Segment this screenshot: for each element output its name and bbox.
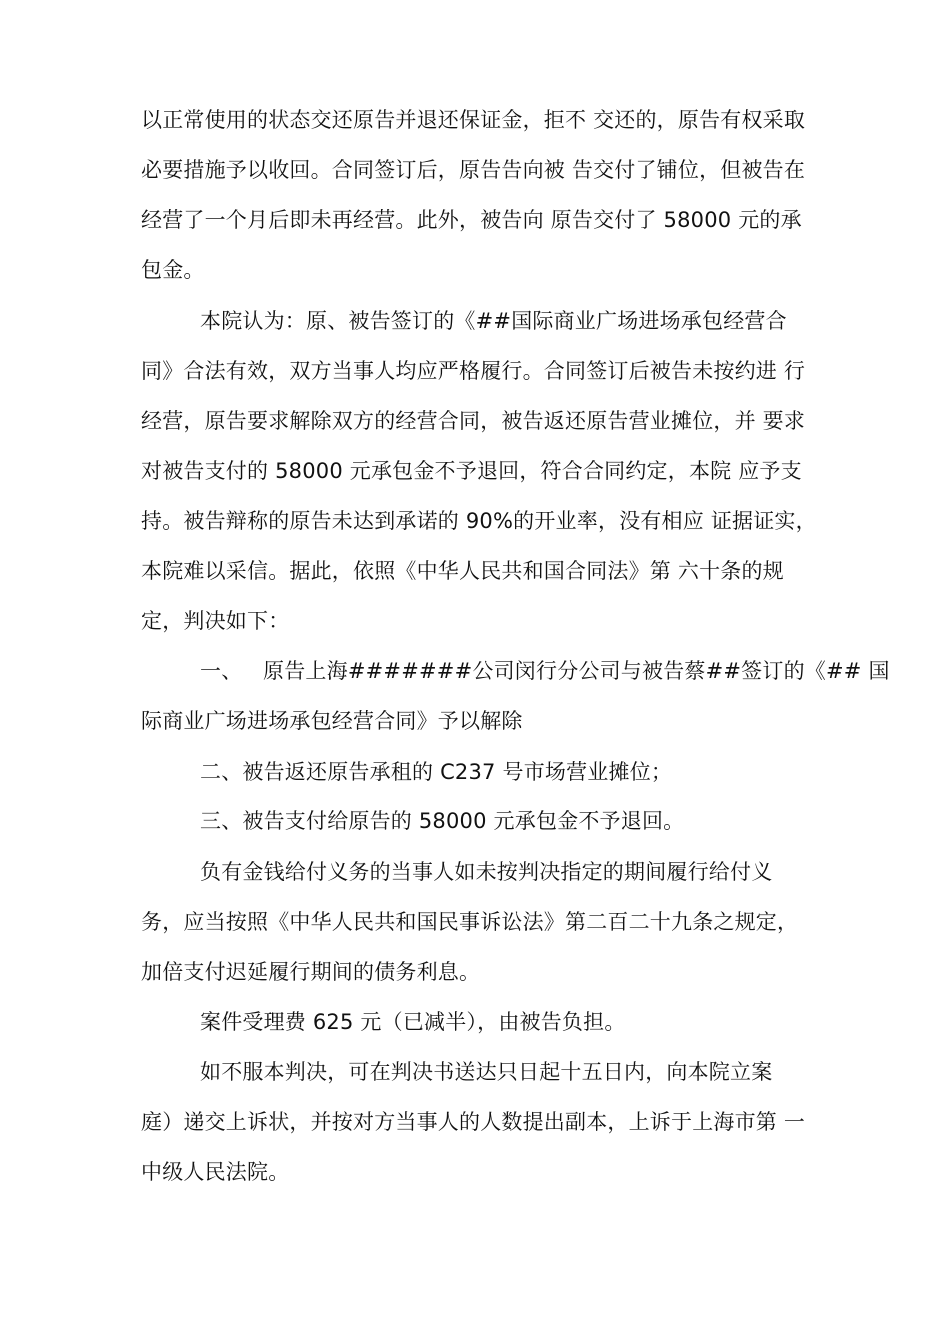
- text-line: 定，判决如下：: [141, 609, 290, 633]
- text-line: 经营，原告要求解除双方的经营合同，被告返还原告营业摊位，并 要求: [141, 409, 806, 433]
- judgment-item-1: 一、 原告上海#######公司闵行分公司与被告蔡##签订的《## 国: [200, 659, 890, 683]
- paragraph-start-line: 负有金钱给付义务的当事人如未按判决指定的期间履行给付义: [200, 860, 773, 884]
- text-line: 持。被告辩称的原告未达到承诺的 90%的开业率，没有相应 证据证实，: [141, 509, 817, 533]
- text-line: 加倍支付迟延履行期间的债务利息。: [141, 960, 481, 984]
- text-line: 对被告支付的 58000 元承包金不予退回，符合合同约定，本院 应予支: [141, 459, 802, 483]
- paragraph-start-line: 如不服本判决，可在判决书送达只日起十五日内，向本院立案: [200, 1060, 773, 1084]
- text-line: 经营了一个月后即未再经营。此外，被告向 原告交付了 58000 元的承: [141, 208, 802, 232]
- text-line: 必要措施予以收回。合同签订后，原告告向被 告交付了铺位，但被告在: [141, 158, 806, 182]
- text-line: 中级人民法院。: [141, 1160, 290, 1184]
- text-line: 同》合法有效，双方当事人均应严格履行。合同签订后被告未按约进 行: [141, 359, 806, 383]
- text-line: 包金。: [141, 258, 205, 282]
- text-line: 以正常使用的状态交还原告并退还保证金，拒不 交还的，原告有权采取: [141, 108, 806, 132]
- judgment-item-2: 二、被告返还原告承租的 C237 号市场营业摊位；: [200, 760, 673, 784]
- judgment-item-3: 三、被告支付给原告的 58000 元承包金不予退回。: [200, 809, 685, 833]
- text-line: 际商业广场进场承包经营合同》予以解除: [141, 709, 523, 733]
- paragraph-start-line: 本院认为：原、被告签订的《##国际商业广场进场承包经营合: [200, 309, 787, 333]
- court-fee-line: 案件受理费 625 元（已减半），由被告负担。: [200, 1010, 626, 1034]
- text-line: 本院难以采信。据此，依照《中华人民共和国合同法》第 六十条的规: [141, 559, 784, 583]
- text-line: 庭）递交上诉状，并按对方当事人的人数提出副本，上诉于上海市第 一: [141, 1110, 806, 1134]
- text-line: 务，应当按照《中华人民共和国民事诉讼法》第二百二十九条之规定，: [141, 910, 799, 934]
